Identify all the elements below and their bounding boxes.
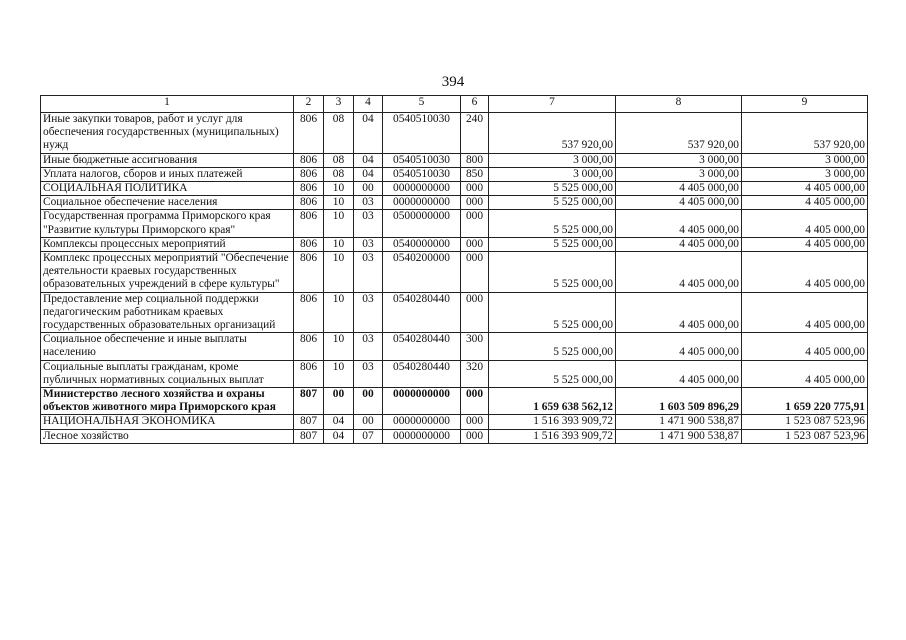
- row-name: НАЦИОНАЛЬНАЯ ЭКОНОМИКА: [41, 415, 294, 429]
- column-header: 8: [616, 96, 742, 113]
- amount-col8: 4 405 000,00: [616, 196, 742, 210]
- target-article-code: 0000000000: [383, 388, 461, 415]
- subsection-code: 03: [354, 360, 383, 387]
- subsection-code: 03: [354, 196, 383, 210]
- amount-col7: 5 525 000,00: [489, 210, 616, 237]
- amount-col9: 1 523 087 523,96: [742, 429, 868, 443]
- amount-col7: 1 516 393 909,72: [489, 429, 616, 443]
- ministry-code: 807: [294, 388, 324, 415]
- amount-col8: 4 405 000,00: [616, 210, 742, 237]
- page-number: 394: [441, 74, 465, 90]
- expense-type-code: 000: [461, 252, 489, 293]
- row-name: Иные закупки товаров, работ и услуг для обеспечения государственных (муниципальных) нужд: [41, 113, 294, 154]
- subsection-code: 03: [354, 333, 383, 360]
- row-name: Комплексы процессных мероприятий: [41, 237, 294, 251]
- row-name: Министерство лесного хозяйства и охраны объектов животного мира Приморского края: [41, 388, 294, 415]
- table-row: [41, 333, 868, 360]
- amount-col8: 1 471 900 538,87: [616, 415, 742, 429]
- ministry-code: 806: [294, 360, 324, 387]
- target-article-code: 0540510030: [383, 167, 461, 181]
- subsection-code: 00: [354, 415, 383, 429]
- expense-type-code: 000: [461, 196, 489, 210]
- row-name: Социальное обеспечение населения: [41, 196, 294, 210]
- subsection-code: 00: [354, 388, 383, 415]
- amount-col8: 1 471 900 538,87: [616, 429, 742, 443]
- table-row: [41, 113, 868, 154]
- subsection-code: 03: [354, 252, 383, 293]
- section-code: 08: [324, 153, 354, 167]
- ministry-code: 806: [294, 153, 324, 167]
- section-code: 08: [324, 113, 354, 154]
- table-row: [41, 153, 868, 167]
- target-article-code: 0500000000: [383, 210, 461, 237]
- expense-type-code: 000: [461, 415, 489, 429]
- row-name: Государственная программа Приморского края "Развитие культуры Приморского края": [41, 210, 294, 237]
- amount-col9: 4 405 000,00: [742, 210, 868, 237]
- ministry-code: 806: [294, 182, 324, 196]
- amount-col9: 4 405 000,00: [742, 292, 868, 333]
- section-code: 10: [324, 292, 354, 333]
- expense-type-code: 000: [461, 388, 489, 415]
- amount-col8: 4 405 000,00: [616, 292, 742, 333]
- table-row: [41, 167, 868, 181]
- section-code: 08: [324, 167, 354, 181]
- target-article-code: 0000000000: [383, 429, 461, 443]
- amount-col8: 3 000,00: [616, 167, 742, 181]
- ministry-code: 806: [294, 167, 324, 181]
- row-name: Уплата налогов, сборов и иных платежей: [41, 167, 294, 181]
- row-name: Лесное хозяйство: [41, 429, 294, 443]
- section-code: 04: [324, 415, 354, 429]
- target-article-code: 0540280440: [383, 292, 461, 333]
- ministry-code: 806: [294, 210, 324, 237]
- amount-col7: 5 525 000,00: [489, 237, 616, 251]
- amount-col7: 5 525 000,00: [489, 360, 616, 387]
- section-code: 10: [324, 333, 354, 360]
- subsection-code: 03: [354, 237, 383, 251]
- amount-col9: 1 523 087 523,96: [742, 415, 868, 429]
- column-header: 1: [41, 96, 294, 113]
- ministry-code: 806: [294, 237, 324, 251]
- table-row: [41, 196, 868, 210]
- column-header: 9: [742, 96, 868, 113]
- amount-col8: 4 405 000,00: [616, 360, 742, 387]
- amount-col7: 1 516 393 909,72: [489, 415, 616, 429]
- section-code: 10: [324, 210, 354, 237]
- expense-type-code: 240: [461, 113, 489, 154]
- amount-col9: 1 659 220 775,91: [742, 388, 868, 415]
- section-code: 00: [324, 388, 354, 415]
- expense-type-code: 000: [461, 210, 489, 237]
- subsection-code: 04: [354, 167, 383, 181]
- target-article-code: 0000000000: [383, 196, 461, 210]
- amount-col9: 4 405 000,00: [742, 196, 868, 210]
- expense-type-code: 300: [461, 333, 489, 360]
- amount-col7: 5 525 000,00: [489, 196, 616, 210]
- row-name: СОЦИАЛЬНАЯ ПОЛИТИКА: [41, 182, 294, 196]
- target-article-code: 0540280440: [383, 333, 461, 360]
- column-header: 6: [461, 96, 489, 113]
- target-article-code: 0540200000: [383, 252, 461, 293]
- subsection-code: 00: [354, 182, 383, 196]
- table-row: [41, 388, 868, 415]
- section-code: 10: [324, 196, 354, 210]
- row-name: Иные бюджетные ассигнования: [41, 153, 294, 167]
- row-name: Социальные выплаты гражданам, кроме публичных нормативных социальных выплат: [41, 360, 294, 387]
- amount-col8: 4 405 000,00: [616, 182, 742, 196]
- table-row: [41, 237, 868, 251]
- column-header: 5: [383, 96, 461, 113]
- table-row: [41, 429, 868, 443]
- ministry-code: 807: [294, 429, 324, 443]
- expense-type-code: 000: [461, 429, 489, 443]
- column-header: 7: [489, 96, 616, 113]
- target-article-code: 0000000000: [383, 182, 461, 196]
- amount-col9: 4 405 000,00: [742, 237, 868, 251]
- amount-col8: 1 603 509 896,29: [616, 388, 742, 415]
- row-name: Предоставление мер социальной поддержки педагогическим работникам краевых государственных образовательных организаций: [41, 292, 294, 333]
- section-code: 10: [324, 237, 354, 251]
- target-article-code: 0000000000: [383, 415, 461, 429]
- amount-col9: 3 000,00: [742, 167, 868, 181]
- table-row: [41, 292, 868, 333]
- ministry-code: 806: [294, 333, 324, 360]
- target-article-code: 0540000000: [383, 237, 461, 251]
- section-code: 10: [324, 252, 354, 293]
- expense-type-code: 850: [461, 167, 489, 181]
- column-header: 2: [294, 96, 324, 113]
- ministry-code: 806: [294, 113, 324, 154]
- target-article-code: 0540510030: [383, 153, 461, 167]
- expense-type-code: 320: [461, 360, 489, 387]
- amount-col7: 1 659 638 562,12: [489, 388, 616, 415]
- target-article-code: 0540280440: [383, 360, 461, 387]
- amount-col9: 4 405 000,00: [742, 333, 868, 360]
- section-code: 04: [324, 429, 354, 443]
- amount-col8: 4 405 000,00: [616, 333, 742, 360]
- table-row: [41, 252, 868, 293]
- ministry-code: 806: [294, 292, 324, 333]
- subsection-code: 07: [354, 429, 383, 443]
- subsection-code: 03: [354, 292, 383, 333]
- ministry-code: 806: [294, 252, 324, 293]
- amount-col8: 537 920,00: [616, 113, 742, 154]
- ministry-code: 807: [294, 415, 324, 429]
- target-article-code: 0540510030: [383, 113, 461, 154]
- column-header: 4: [354, 96, 383, 113]
- expense-type-code: 000: [461, 292, 489, 333]
- ministry-code: 806: [294, 196, 324, 210]
- amount-col9: 537 920,00: [742, 113, 868, 154]
- table-row: [41, 415, 868, 429]
- amount-col8: 4 405 000,00: [616, 252, 742, 293]
- subsection-code: 04: [354, 153, 383, 167]
- amount-col7: 3 000,00: [489, 167, 616, 181]
- amount-col8: 3 000,00: [616, 153, 742, 167]
- amount-col7: 5 525 000,00: [489, 292, 616, 333]
- section-code: 10: [324, 182, 354, 196]
- table-header-row: [41, 96, 868, 113]
- table-row: [41, 210, 868, 237]
- amount-col9: 4 405 000,00: [742, 182, 868, 196]
- table-row: [41, 360, 868, 387]
- amount-col7: 5 525 000,00: [489, 182, 616, 196]
- subsection-code: 04: [354, 113, 383, 154]
- expense-type-code: 000: [461, 182, 489, 196]
- amount-col9: 4 405 000,00: [742, 360, 868, 387]
- table-row: [41, 182, 868, 196]
- amount-col7: 3 000,00: [489, 153, 616, 167]
- amount-col7: 537 920,00: [489, 113, 616, 154]
- amount-col7: 5 525 000,00: [489, 333, 616, 360]
- expense-type-code: 000: [461, 237, 489, 251]
- expense-type-code: 800: [461, 153, 489, 167]
- column-header: 3: [324, 96, 354, 113]
- amount-col7: 5 525 000,00: [489, 252, 616, 293]
- budget-table: [40, 95, 868, 444]
- subsection-code: 03: [354, 210, 383, 237]
- row-name: Социальное обеспечение и иные выплаты населению: [41, 333, 294, 360]
- amount-col8: 4 405 000,00: [616, 237, 742, 251]
- amount-col9: 3 000,00: [742, 153, 868, 167]
- section-code: 10: [324, 360, 354, 387]
- row-name: Комплекс процессных мероприятий "Обеспечение деятельности краевых государственных образовательных учреждений в сфере культуры": [41, 252, 294, 293]
- amount-col9: 4 405 000,00: [742, 252, 868, 293]
